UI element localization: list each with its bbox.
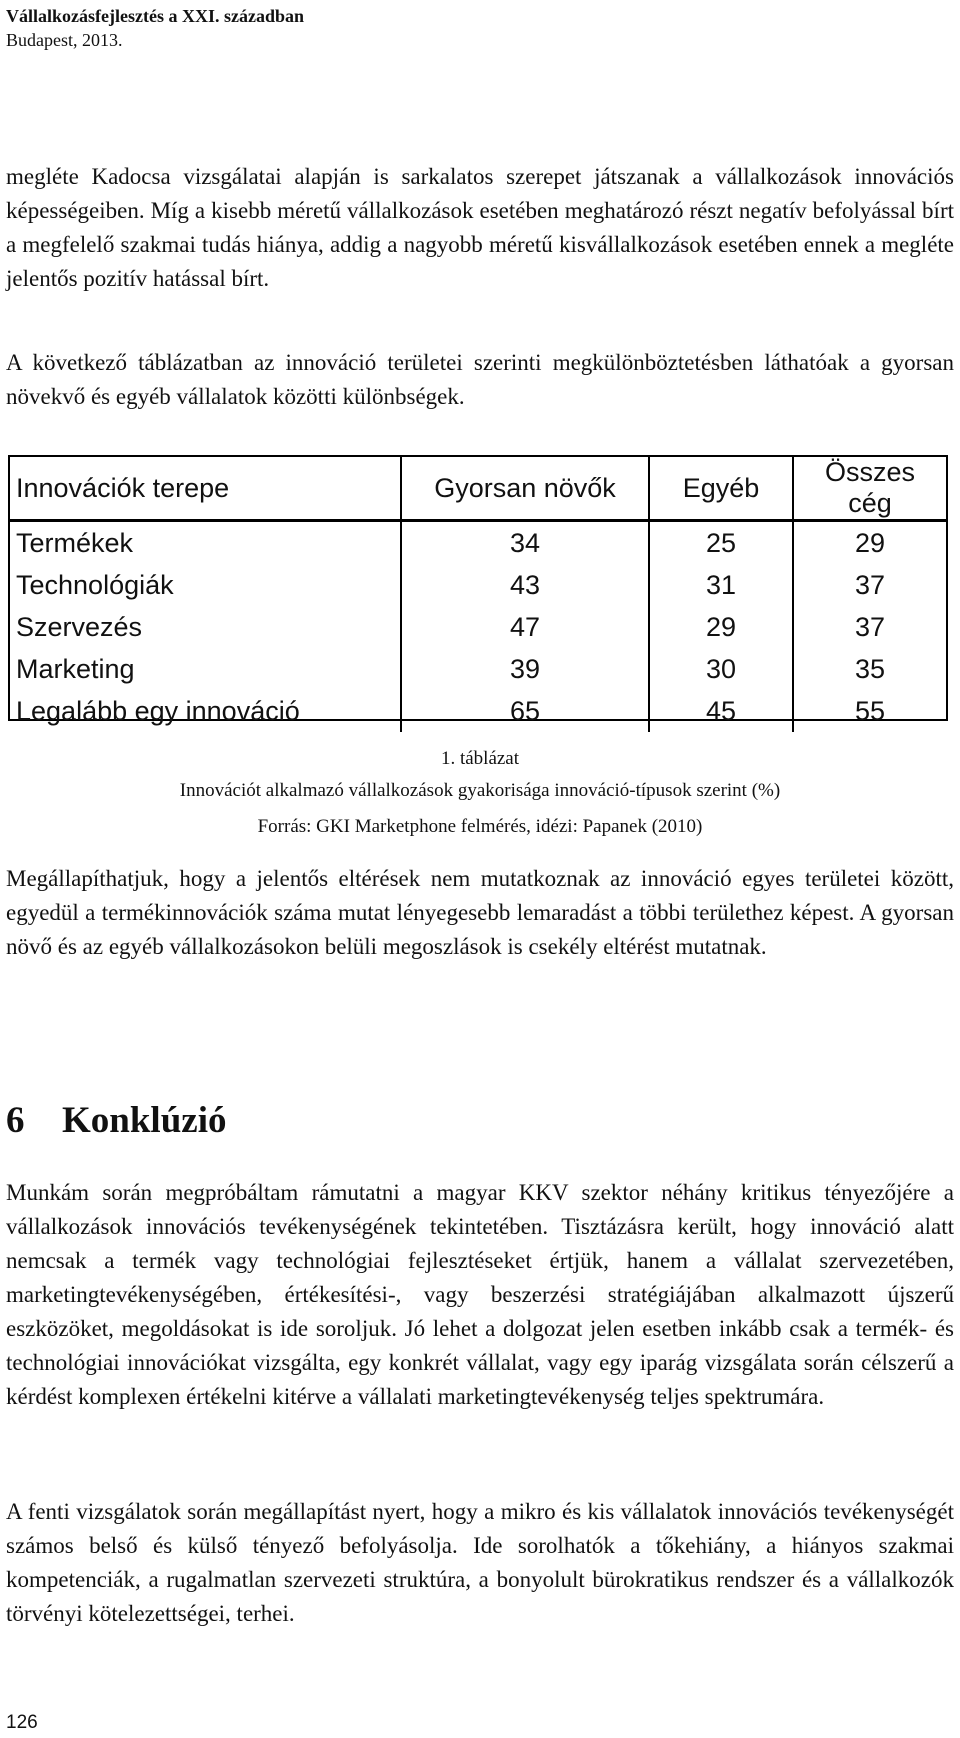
paragraph: megléte Kadocsa vizsgálatai alapján is sarkalatos szerepet játszanak a vállalkozások innovációs képességeiben. Míg a kisebb méretű vállalkozások esetében meghatározó részt negatív befolyással bírt a megfelelő szakmai tudás hiánya, addig a nagyobb méretű kisvállalkozások esetében ennek a megléte jelentős pozitív hatással bírt. — [6, 164, 954, 291]
header-place-year: Budapest, 2013. — [6, 30, 123, 50]
table-cell: 45 — [649, 690, 793, 732]
table-cell: 34 — [401, 521, 649, 565]
table-cell: 25 — [649, 521, 793, 565]
paragraph: Megállapíthatjuk, hogy a jelentős eltérések nem mutatkoznak az innováció egyes területei között, egyedül a termékinnovációk száma mutat lényegesebb lemaradást a többi területhez képest. A gyorsan növő és az egyéb vállalkozásokon belüli megoszlások is csekély eltérést mutatnak. — [6, 866, 954, 959]
table-cell: 35 — [793, 648, 946, 690]
table-cell: Szervezés — [16, 611, 143, 642]
table-cell: Legalább egy innováció — [16, 695, 300, 726]
table-header-cell: Innovációk terepe — [10, 457, 401, 521]
header-title: Vállalkozásfejlesztés a XXI. században — [6, 6, 304, 26]
table-cell: 31 — [649, 564, 793, 606]
table-cell: Termékek — [16, 527, 134, 558]
innovation-table — [8, 455, 948, 726]
table-cell: 37 — [793, 606, 946, 648]
table-cell: 30 — [649, 648, 793, 690]
table-cell: 37 — [793, 564, 946, 606]
table-cell: 29 — [793, 521, 946, 565]
table-cell: 29 — [649, 606, 793, 648]
table-caption-title: Innovációt alkalmazó vállalkozások gyakorisága innováció-típusok szerint (%) — [179, 780, 781, 801]
table-row — [10, 690, 946, 732]
running-header — [6, 4, 304, 52]
table-cell: 43 — [401, 564, 649, 606]
table-caption-number: 1. táblázat — [440, 748, 520, 769]
table-row — [10, 564, 946, 606]
table-header-row — [10, 457, 946, 521]
section-number: 6 — [6, 1100, 25, 1141]
section-heading — [6, 1096, 227, 1146]
paragraph: A fenti vizsgálatok során megállapítást nyert, hogy a mikro és kis vállalatok innovációs tevékenységét számos belső és külső tényező befolyásolja. Ide sorolhatók a tőkehiány, a hiányos szakmai kompetenciák, a rugalmatlan szervezeti struktúra, a bonyolult bürokratikus rendszer és a vállalkozók törvényi kötelezettségei, terhei. — [6, 1499, 954, 1626]
table-row — [10, 606, 946, 648]
table-cell: 65 — [401, 690, 649, 732]
paragraph: A következő táblázatban az innováció területei szerinti megkülönböztetésben láthatóak a gyorsan növekvő és egyéb vállalatok közötti különbségek. — [6, 350, 954, 409]
section-title: Konklúzió — [62, 1100, 227, 1141]
table-cell: 39 — [401, 648, 649, 690]
table-header-cell: Egyéb — [649, 457, 793, 521]
table-header-cell: Gyorsan növők — [401, 457, 649, 521]
table-cell: 55 — [793, 690, 946, 732]
table-caption-source: Forrás: GKI Marketphone felmérés, idézi: Papanek (2010) — [257, 816, 703, 837]
page-number: 126 — [6, 1712, 38, 1733]
table-cell: Technológiák — [16, 569, 174, 600]
table-cell: 47 — [401, 606, 649, 648]
paragraph: Munkám során megpróbáltam rámutatni a magyar KKV szektor néhány kritikus tényezőjére a vállalkozások innovációs tevékenységének tekintetében. Tisztázásra került, hogy innováció alatt nemcsak a termék vagy technológiai fejlesztéseket értjük, hanem a vállalat szervezetében, marketingtevékenységében, értékesítési-, vagy beszerzési stratégiájában alkalmazott újszerű eszközöket, megoldásokat is ide soroljuk. Jó lehet a dolgozat jelen esetben inkább csak a termék- és technológiai innovációkat vizsgálta, egy konkrét vállalat, vagy egy iparág vizsgálata során célszerű a kérdést komplexen értékelni kitérve a vállalati marketingtevékenység teljes spektrumára. — [6, 1180, 954, 1409]
table-header-cell: Összes cég — [793, 457, 946, 521]
table-row — [10, 521, 946, 565]
table-row — [10, 648, 946, 690]
table-cell: Marketing — [16, 653, 135, 684]
